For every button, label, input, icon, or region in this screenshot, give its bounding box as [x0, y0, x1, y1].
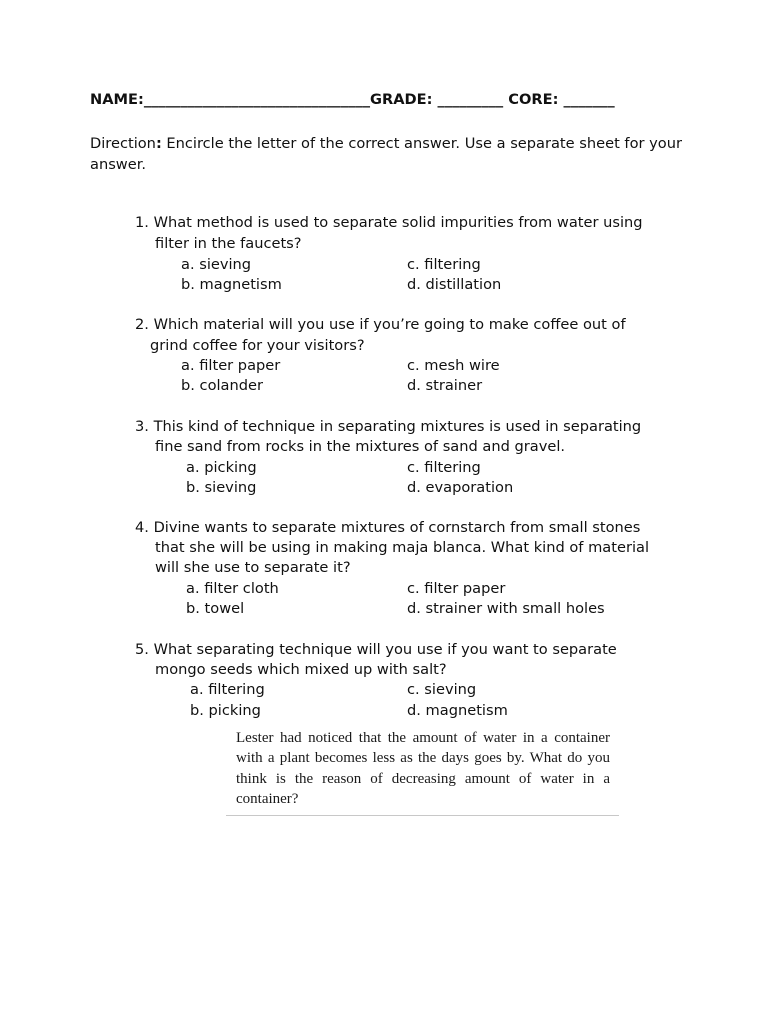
- question-3-text-line-1: 3. This kind of technique in separating mixtures is used in separating: [135, 418, 642, 435]
- question-1-text-line-2: filter in the faucets?: [155, 235, 302, 252]
- question-1-choice-a[interactable]: a. sieving: [181, 256, 252, 273]
- direction-text: [90, 133, 690, 175]
- question-5-text-line-1: 5. What separating technique will you use if you want to separate: [135, 641, 617, 658]
- question-2-choice-c[interactable]: c. mesh wire: [407, 357, 500, 374]
- question-2-choice-a[interactable]: a. filter paper: [181, 357, 281, 374]
- excerpt-divider: [226, 815, 619, 816]
- question-4-choice-d[interactable]: d. strainer with small holes: [407, 600, 605, 617]
- question-3-choice-a[interactable]: a. picking: [186, 459, 257, 476]
- question-2-choice-d[interactable]: d. strainer: [407, 377, 483, 394]
- question-4-choice-b[interactable]: b. towel: [186, 600, 245, 617]
- question-2-choice-b[interactable]: b. colander: [181, 377, 263, 394]
- question-3-choice-b[interactable]: b. sieving: [186, 479, 257, 496]
- question-excerpt: Lester had noticed that the amount of water in a container with a plant becomes less as the days goes by. What do you think is the reason of decreasing amount of water in a container?: [236, 730, 610, 808]
- student-info-header: NAME:_______________________________GRADE: _________ CORE: _______: [90, 91, 615, 108]
- question-4-text-line-3: will she use to separate it?: [155, 559, 351, 576]
- question-3-choice-c[interactable]: c. filtering: [407, 459, 481, 476]
- direction-label: Direction: [90, 135, 156, 152]
- question-3-text-line-2: fine sand from rocks in the mixtures of sand and gravel.: [155, 438, 566, 455]
- direction-body: Encircle the letter of the correct answer. Use a separate sheet for your answer.: [90, 135, 682, 173]
- question-2-text-line-1: 2. Which material will you use if you’re going to make coffee out of: [135, 316, 626, 333]
- question-5-choice-c[interactable]: c. sieving: [407, 681, 477, 698]
- question-3-choice-d[interactable]: d. evaporation: [407, 479, 514, 496]
- question-4-choice-a[interactable]: a. filter cloth: [186, 580, 279, 597]
- question-1-text-line-1: 1. What method is used to separate solid impurities from water using: [135, 214, 643, 231]
- question-5-choice-d[interactable]: d. magnetism: [407, 702, 508, 719]
- question-4-text-line-2: that she will be using in making maja blanca. What kind of material: [155, 539, 649, 556]
- question-5-choice-a[interactable]: a. filtering: [190, 681, 265, 698]
- question-1-choice-c[interactable]: c. filtering: [407, 256, 481, 273]
- direction-colon: :: [155, 135, 162, 152]
- question-5-text-line-2: mongo seeds which mixed up with salt?: [155, 661, 447, 678]
- question-1-choice-b[interactable]: b. magnetism: [181, 276, 282, 293]
- question-2-text-line-2: grind coffee for your visitors?: [150, 337, 365, 354]
- question-1-choice-d[interactable]: d. distillation: [407, 276, 502, 293]
- question-5-choice-b[interactable]: b. picking: [190, 702, 261, 719]
- question-4-choice-c[interactable]: c. filter paper: [407, 580, 506, 597]
- question-4-text-line-1: 4. Divine wants to separate mixtures of cornstarch from small stones: [135, 519, 641, 536]
